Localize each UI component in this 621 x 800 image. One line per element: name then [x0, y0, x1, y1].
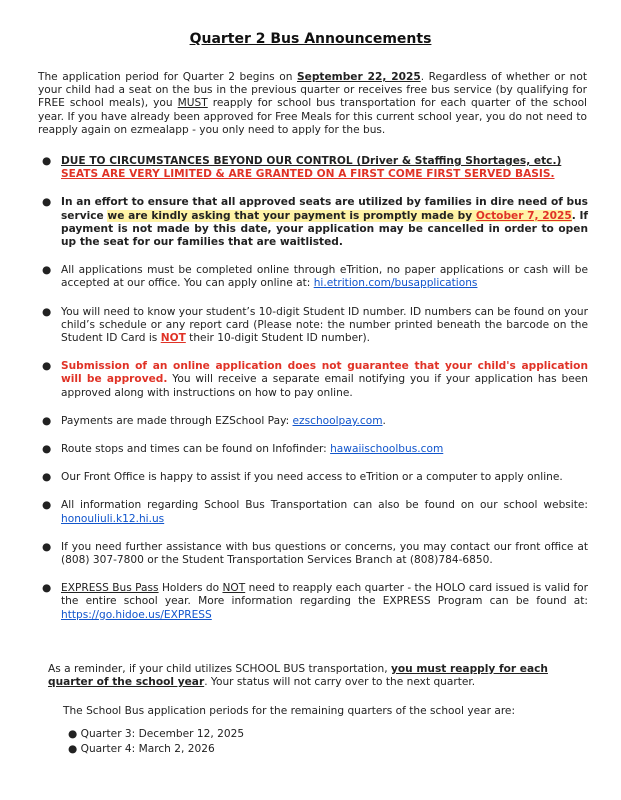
bullet-icon: ●	[42, 360, 52, 373]
intro-text-2: . Regardless of whether or not your child had a seat on the bus in the previous quarter or receives free bus service (by qualifying for FREE school meals), you	[38, 71, 587, 110]
quarter-3-date: Quarter 3: December 12, 2025	[80, 728, 245, 740]
bullet-icon: ●	[42, 264, 52, 277]
bullet-icon: ●	[42, 582, 52, 595]
announcement-list	[38, 155, 588, 622]
bullet-icon: ●	[42, 443, 52, 456]
list-item-apply-online	[38, 264, 588, 290]
intro-text-1: The application period for Quarter 2 begins on	[38, 71, 298, 83]
page-title: Quarter 2 Bus Announcements	[189, 31, 432, 47]
express-not: NOT	[222, 582, 246, 595]
list-item-contact	[38, 541, 588, 567]
front-office-text: Our Front Office is happy to assist if you need access to eTrition or a computer to apply online.	[61, 471, 563, 484]
express-link[interactable]: https://go.hidoe.us/EXPRESS	[61, 608, 212, 621]
approval-email-text: You will receive a separate email notifying you if your application has been approved along with instructions on how to pay online.	[61, 373, 588, 399]
list-item-school-website	[38, 499, 588, 525]
intro-text-3: reapply for school bus transportation for each quarter of the school year. If you have already been approved for Free Meals for this current school year, you do not need to reapply again on ezmealapp - you only need to apply for the bus.	[38, 97, 587, 136]
reminder-paragraph	[48, 663, 568, 689]
reapply-emphasis: you must reapply for each quarter of the school year	[48, 663, 548, 689]
etrition-link[interactable]: hi.etrition.com/busapplications	[313, 277, 478, 290]
student-id-text-2: their 10-digit Student ID number).	[185, 332, 370, 345]
payment-highlight: we are kindly asking that your payment is promptly made by	[107, 209, 476, 222]
list-item-front-office	[38, 471, 588, 484]
reminder-text-1: As a reminder, if your child utilizes SCHOOL BUS transportation,	[48, 663, 391, 675]
payment-deadline: October 7, 2025	[475, 209, 572, 222]
list-item-capacity	[38, 155, 588, 181]
bullet-icon: ●	[42, 155, 52, 167]
route-stops-text: Route stops and times can be found on Infofinder:	[61, 443, 331, 456]
list-item-payment	[38, 196, 588, 249]
list-item-payments: ● Payments are made through EZSchool Pay: ezschoolpay.com.	[42, 414, 386, 427]
quarter-list	[68, 727, 244, 756]
quarter-3-item	[68, 727, 244, 742]
apply-online-text: All applications must be completed online through eTrition, no paper applications or cash will be accepted at our office. You can apply online at:	[61, 264, 588, 290]
must-emphasis: MUST	[177, 97, 208, 110]
no-guarantee-notice: Submission of an online application does not guarantee that your child's application will be approved.	[61, 360, 588, 386]
student-id-text-1: You will need to know your student’s 10-digit Student ID number. ID numbers can be found on your child’s schedule or any report card (Please note: the number printed beneath the barcode on the Student ID Card is	[61, 305, 588, 345]
reminder-text-2: . Your status will not carry over to the next quarter.	[204, 676, 476, 689]
list-item-no-guarantee	[38, 360, 588, 400]
start-date: September 22, 2025	[297, 71, 421, 83]
list-item-express	[38, 582, 588, 622]
school-website-link[interactable]: honouliuli.k12.hi.us	[61, 512, 165, 525]
contact-text: If you need further assistance with bus questions or concerns, you may contact our front office at (808) 307-7800 or the Student Transportation Services Branch at (808)784-6850.	[61, 540, 588, 567]
school-website-text: All information regarding School Bus Transportation can also be found on our school website:	[61, 499, 588, 512]
bullet-icon: ●	[42, 196, 52, 209]
list-item-student-id	[38, 306, 588, 346]
bullet-icon: ●	[42, 305, 52, 318]
list-item-route-stops	[38, 443, 588, 456]
bullet-icon: ●	[68, 728, 78, 740]
not-emphasis: NOT	[160, 332, 186, 345]
periods-intro: The School Bus application periods for the remaining quarters of the school year are:	[63, 705, 516, 717]
seats-limited-notice: SEATS ARE VERY LIMITED & ARE GRANTED ON A FIRST COME FIRST SERVED BASIS.	[61, 168, 555, 181]
intro-paragraph	[38, 71, 587, 137]
hawaiischoolbus-link[interactable]: hawaiischoolbus.com	[330, 443, 444, 456]
bullet-icon: ●	[42, 499, 52, 512]
express-bus-pass: EXPRESS Bus Pass	[61, 582, 159, 595]
quarter-4-item	[68, 742, 244, 757]
express-text-2: need to reapply each quarter - the HOLO card issued is valid for the entire school year. More information regarding the EXPRESS Program can be found at:	[61, 582, 588, 608]
ezschoolpay-link[interactable]: ezschoolpay.com	[292, 414, 383, 427]
bullet-icon: ●	[42, 414, 52, 427]
quarter-4-date: Quarter 4: March 2, 2026	[80, 742, 215, 755]
bullet-icon: ●	[68, 742, 78, 755]
circumstances-notice: DUE TO CIRCUMSTANCES BEYOND OUR CONTROL (Driver & Staffing Shortages, etc.)	[61, 155, 562, 167]
bullet-icon: ●	[42, 540, 52, 553]
bullet-icon: ●	[42, 471, 52, 484]
payment-text-1: In an effort to ensure that all approved seats are utilized by families in dire need of bus service	[61, 196, 588, 222]
payment-text-2: . If payment is not made by this date, your application may be cancelled in order to open up the seat for our families that are waitlisted.	[61, 209, 589, 249]
payments-text: Payments are made through EZSchool Pay:	[61, 414, 293, 427]
express-text-1: Holders do	[158, 582, 223, 595]
